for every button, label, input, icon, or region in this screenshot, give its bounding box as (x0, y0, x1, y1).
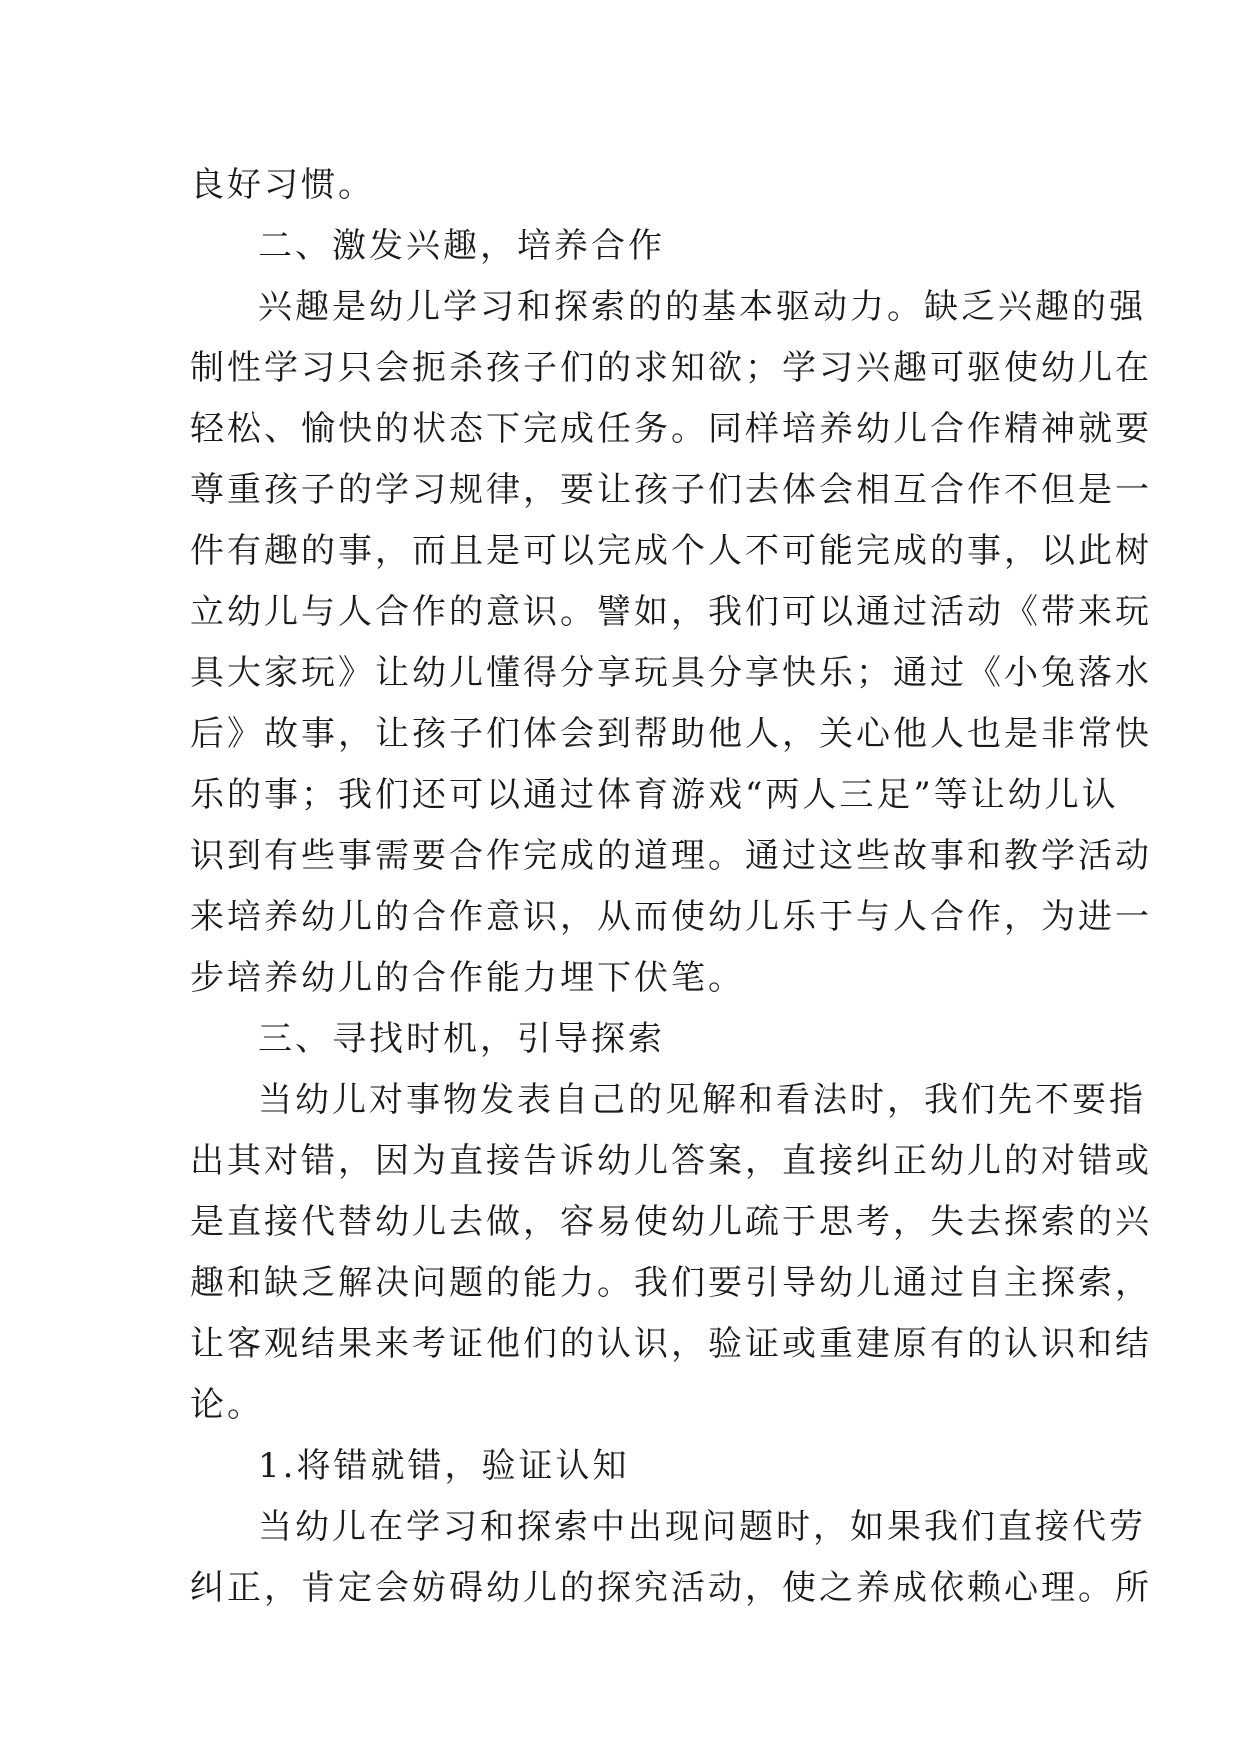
text-line: 制性学习只会扼杀孩子们的求知欲；学习兴趣可驱使幼儿在 (190, 348, 1152, 388)
text-line: 识到有些事需要合作完成的道理。通过这些故事和教学活动 (190, 836, 1152, 876)
text-line: 立幼儿与人合作的意识。譬如，我们可以通过活动《带来玩 (190, 592, 1152, 632)
text-line: 来培养幼儿的合作意识，从而使幼儿乐于与人合作，为进一 (190, 897, 1152, 937)
text-line: 后》故事，让孩子们体会到帮助他人，关心他人也是非常快 (190, 714, 1152, 754)
text-line: 件有趣的事，而且是可以完成个人不可能完成的事，以此树 (190, 531, 1152, 571)
text-line: 兴趣是幼儿学习和探索的的基本驱动力。缺乏兴趣的强 (258, 287, 1146, 327)
text-line: 轻松、愉快的状态下完成任务。同样培养幼儿合作精神就要 (190, 409, 1152, 449)
text-line: 良好习惯。 (190, 165, 375, 205)
text-line: 乐的事；我们还可以通过体育游戏“两人三足”等让幼儿认 (190, 775, 1119, 815)
text-line: 出其对错，因为直接告诉幼儿答案，直接纠正幼儿的对错或 (190, 1141, 1152, 1181)
text-line: 步培养幼儿的合作能力埋下伏笔。 (190, 958, 745, 998)
section-heading: 二、激发兴趣，培养合作 (258, 226, 665, 266)
text-line: 纠正，肯定会妨碍幼儿的探究活动，使之养成依赖心理。所 (190, 1568, 1152, 1608)
text-line: 让客观结果来考证他们的认识，验证或重建原有的认识和结 (190, 1324, 1152, 1364)
text-line: 具大家玩》让幼儿懂得分享玩具分享快乐；通过《小兔落水 (190, 653, 1152, 693)
subsection-heading: 1.将错就错，验证认知 (258, 1446, 630, 1486)
document-body (190, 155, 1152, 1619)
text-line: 趣和缺乏解决问题的能力。我们要引导幼儿通过自主探索， (190, 1263, 1152, 1303)
text-line: 是直接代替幼儿去做，容易使幼儿疏于思考，失去探索的兴 (190, 1202, 1152, 1242)
text-line: 当幼儿对事物发表自己的见解和看法时，我们先不要指 (258, 1080, 1146, 1120)
text-line: 论。 (190, 1385, 264, 1425)
section-heading: 三、寻找时机，引导探索 (258, 1019, 665, 1059)
text-line: 当幼儿在学习和探索中出现问题时，如果我们直接代劳 (258, 1507, 1146, 1547)
text-line: 尊重孩子的学习规律，要让孩子们去体会相互合作不但是一 (190, 470, 1152, 510)
